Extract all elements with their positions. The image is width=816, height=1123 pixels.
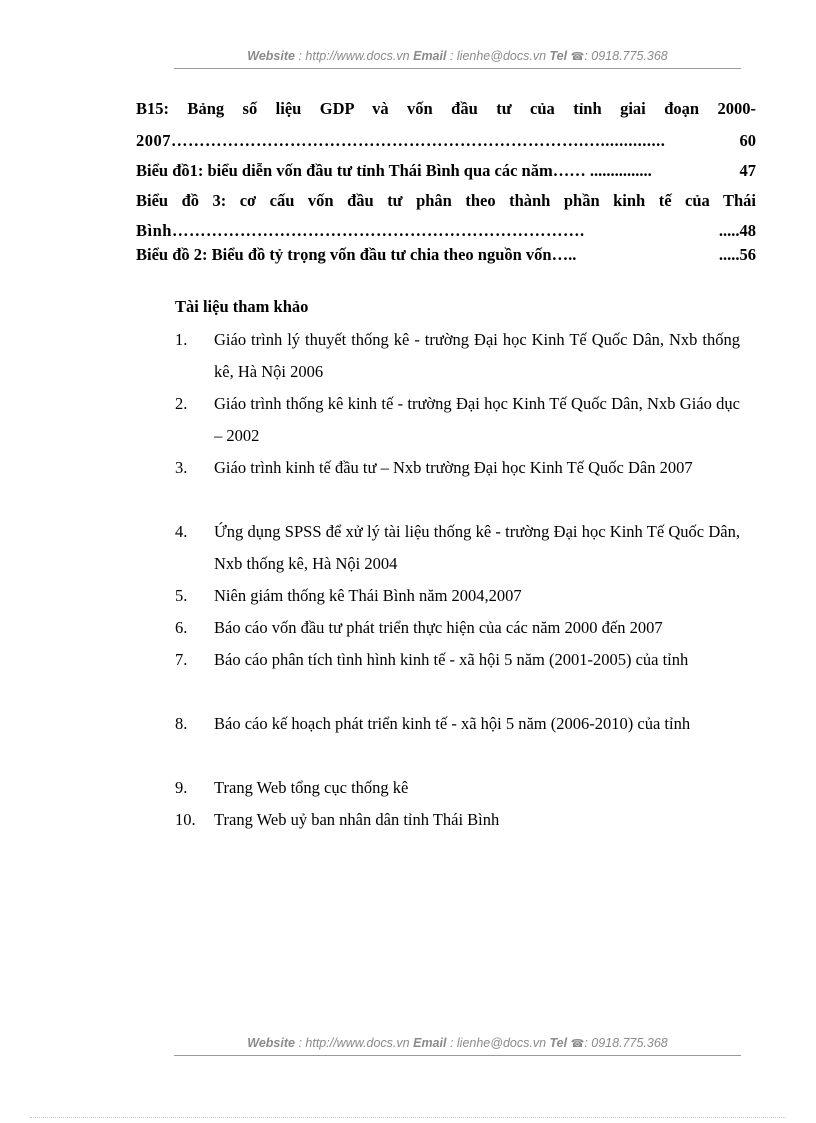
toc-entry-chart2 [136,243,756,267]
toc-entry-chart3-line1: Biểu đồ 3: cơ cấu vốn đầu tư phân theo thành phần kinh tế của Thái [136,191,756,210]
tel-number: : 0918.775.368 [584,1036,668,1050]
tel-label: Tel [549,1036,568,1050]
page-bottom-divider [30,1117,786,1118]
reference-text: Niên giám thống kê Thái Bình năm 2004,2007 [214,586,522,605]
reference-number: 4. [175,522,188,541]
reference-text: Trang Web uỷ ban nhân dân tỉnh Thái Bình [214,810,500,829]
toc-entry-chart3-leader: Bình………………………………………………………………. [136,221,585,240]
reference-item [175,772,740,804]
reference-item [175,516,740,580]
page-footer [174,1032,741,1056]
references-title: Tài liệu tham khảo [175,297,309,316]
reference-item [175,804,740,836]
tel-number: : 0918.775.368 [584,49,668,63]
toc-page-number: 47 [739,161,756,180]
website-url[interactable]: : http://www.docs.vn [298,1036,410,1050]
reference-number: 3. [175,458,188,477]
email-label: Email [413,1036,447,1050]
website-label: Website [247,1036,295,1050]
toc-entry-text: Biểu đồ 2: Biểu đồ tỷ trọng vốn đầu tư chia theo nguồn vốn….. [136,245,577,264]
reference-number: 2. [175,394,188,413]
tel-label: Tel [549,49,568,63]
phone-icon: ☎ [570,1038,585,1050]
reference-number: 6. [175,618,188,637]
phone-icon: ☎ [570,51,585,63]
reference-item [175,612,740,644]
reference-number: 8. [175,714,188,733]
reference-item [175,452,740,484]
toc-entry-chart3-line2 [136,219,756,243]
reference-number: 1. [175,330,188,349]
email-label: Email [413,49,447,63]
email-address[interactable]: : lienhe@docs.vn [449,49,547,63]
reference-text: Giáo trình lý thuyết thống kê - trường Đại học Kinh Tế Quốc Dân, Nxb thống kê, Hà Nội 2006 [214,330,740,381]
reference-text: Giáo trình kinh tế đầu tư – Nxb trường Đại học Kinh Tế Quốc Dân 2007 [214,458,693,477]
toc-page-number: .....48 [718,221,756,240]
toc-page-number: .....56 [718,245,756,264]
reference-text: Báo cáo vốn đầu tư phát triển thực hiện của các năm 2000 đến 2007 [214,618,663,637]
toc-entry-chart1 [136,159,756,183]
toc-entry-b15-line1: B15: Bảng số liệu GDP và vốn đầu tư của tỉnh giai đoạn 2000- [136,99,756,118]
reference-number: 9. [175,778,188,797]
email-address[interactable]: : lienhe@docs.vn [449,1036,547,1050]
website-url[interactable]: : http://www.docs.vn [298,49,410,63]
reference-item [175,644,740,676]
page-header [174,45,741,69]
reference-text: Báo cáo kế hoạch phát triển kinh tế - xã hội 5 năm (2006-2010) của tỉnh [214,714,691,733]
reference-item [175,388,740,452]
reference-text: Báo cáo phân tích tình hình kinh tế - xã hội 5 năm (2001-2005) của tỉnh [214,650,689,669]
reference-number: 10. [175,810,196,829]
reference-item [175,324,740,388]
toc-entry-b15-leader: 2007……………………………………………………………….….............. [136,131,666,150]
toc-entry-text: Biểu đồ1: biểu diễn vốn đầu tư tỉnh Thái Bình qua các năm…… ............... [136,161,652,180]
reference-text: Trang Web tổng cục thống kê [214,778,409,797]
reference-item [175,580,740,612]
reference-number: 7. [175,650,188,669]
toc-page-number: 60 [739,131,756,150]
reference-text: Giáo trình thống kê kinh tế - trường Đại học Kinh Tế Quốc Dân, Nxb Giáo dục – 2002 [214,394,740,445]
toc-entry-b15-line2 [136,129,756,153]
reference-item [175,708,740,740]
website-label: Website [247,49,295,63]
reference-number: 5. [175,586,188,605]
reference-text: Ứng dụng SPSS để xử lý tài liệu thống kê - trường Đại học Kinh Tế Quốc Dân, Nxb thống kê, Hà Nội 2004 [214,522,740,573]
